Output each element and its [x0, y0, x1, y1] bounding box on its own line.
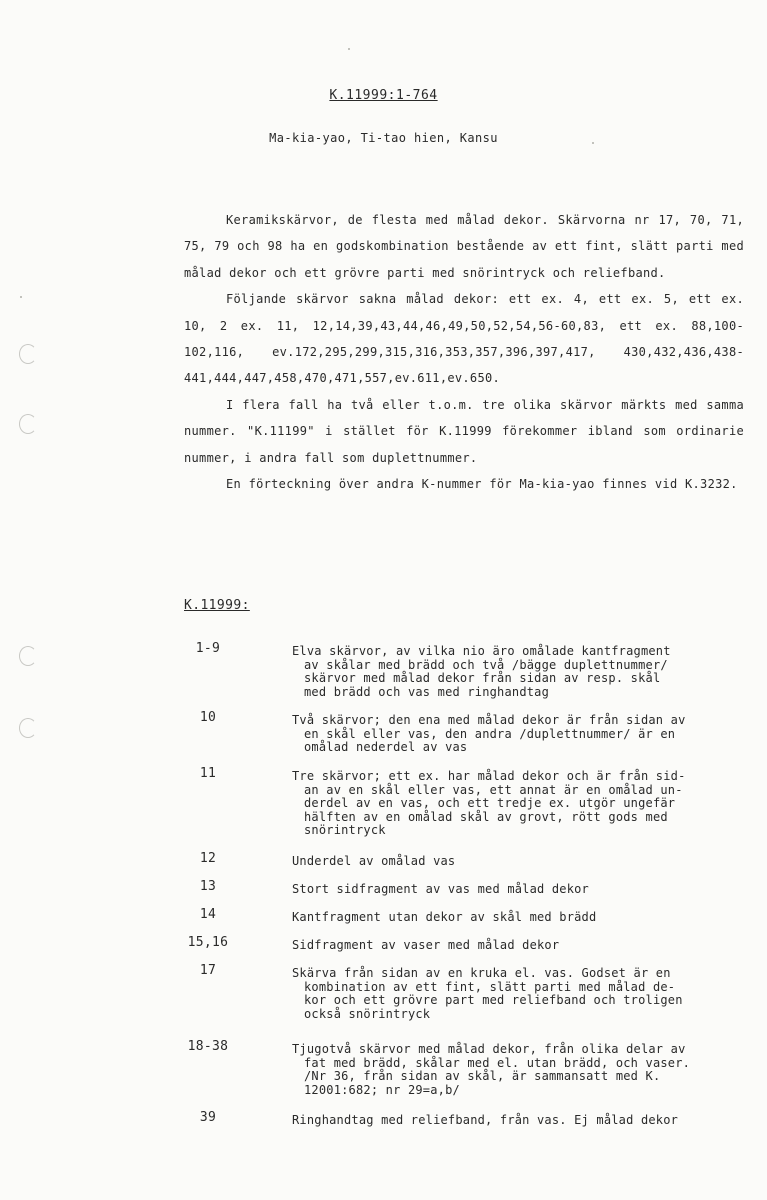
entry-description	[292, 855, 752, 869]
section-heading: K.11999:	[184, 598, 250, 613]
paper-speck	[20, 296, 22, 298]
intro-paragraph: Keramikskärvor, de flesta med målad dekor. Skärvorna nr 17, 70, 71, 75, 79 och 98 ha en godskombination bestående av ett fint, slätt parti med målad dekor och ett grövre parti med snörintryck och reliefband.	[184, 213, 744, 280]
entry-description	[292, 939, 752, 953]
entry-number: 10	[199, 710, 217, 725]
entry-description	[292, 967, 752, 1021]
entry-line: skärvor med målad dekor från sidan av resp. skål	[304, 671, 661, 686]
entry-line: av skålar med brädd och två /bägge duplettnummer/	[304, 657, 668, 672]
entry-line: också snörintryck	[304, 1006, 431, 1021]
entry-number: 14	[199, 907, 217, 922]
entry-line: Tjugotvå skärvor med målad dekor, från olika delar av	[292, 1042, 686, 1056]
intro-paragraph: En förteckning över andra K-nummer för Ma-kia-yao finnes vid K.3232.	[226, 477, 738, 492]
entry-description	[292, 714, 752, 755]
entry-line: /Nr 36, från sidan av skål, är sammansatt med K.	[304, 1069, 661, 1084]
intro-text	[184, 207, 744, 497]
entry-line: med brädd och vas med ringhandtag	[304, 684, 550, 699]
intro-paragraph: I flera fall ha två eller t.o.m. tre olika skärvor märkts med samma nummer. "K.11199" i stället för K.11999 förekommer ibland som ordinarie nummer, i andra fall som duplettnummer.	[184, 397, 744, 465]
entry-line: 12001:682; nr 29=a,b/	[304, 1082, 460, 1097]
catalog-title	[0, 88, 767, 103]
entry-line: Två skärvor; den ena med målad dekor är från sidan av	[292, 713, 686, 727]
entry-line: Ringhandtag med reliefband, från vas. Ej målad dekor	[292, 1113, 679, 1127]
entry-line: Skärva från sidan av en kruka el. vas. Godset är en	[292, 966, 671, 980]
paper-speck	[348, 48, 350, 50]
punch-hole-mark	[19, 414, 37, 434]
entry-description	[292, 911, 752, 925]
entry-line: en skål eller vas, den andra /duplettnummer/ är en	[304, 726, 676, 741]
entry-number: 12	[199, 851, 217, 866]
entry-line: kombination av ett fint, slätt parti med målad de-	[304, 979, 676, 994]
entry-number: 17	[199, 963, 217, 978]
entry-line: Elva skärvor, av vilka nio äro omålade kantfragment	[292, 644, 671, 658]
entry-line: Sidfragment av vaser med målad dekor	[292, 938, 560, 952]
site-location: Ma-kia-yao, Ti-tao hien, Kansu	[269, 131, 498, 145]
entry-number: 1-9	[195, 641, 221, 656]
entry-description	[292, 1114, 752, 1128]
entry-line: kor och ett grövre part med reliefband och troligen	[304, 993, 683, 1008]
entry-line: Underdel av omålad vas	[292, 854, 456, 868]
entry-description	[292, 1043, 752, 1097]
catalog-title-text: K.11999:1-764	[329, 88, 438, 103]
entry-number: 15,16	[187, 935, 229, 950]
punch-hole-mark	[19, 344, 37, 364]
entry-line: derdel av en vas, och ett tredje ex. utgör ungefär	[304, 796, 676, 811]
punch-hole-mark	[19, 646, 37, 666]
entry-line: hälften av en omålad skål av grovt, rött gods med	[304, 809, 668, 824]
entry-number: 11	[199, 766, 217, 781]
entry-line: Tre skärvor; ett ex. har målad dekor och är från sid-	[292, 769, 686, 783]
intro-paragraph: Följande skärvor sakna målad dekor: ett ex. 4, ett ex. 5, ett ex. 10, 2 ex. 11, 12,14,39,43,44,46,49,50,52,54,56-60,83, ett ex. 88,100-102,116, ev.172,295,299,315,316,353,357,396,397,417, 430,432,436,438-441,444,447,458,470,471,557,ev.611,ev.650.	[184, 292, 744, 386]
entry-number: 39	[199, 1110, 217, 1125]
entry-line: fat med brädd, skålar med el. utan brädd, och vaser.	[304, 1055, 691, 1070]
entry-line: Kantfragment utan dekor av skål med brädd	[292, 910, 597, 924]
entry-description	[292, 645, 752, 699]
entry-description	[292, 883, 752, 897]
entry-number: 13	[199, 879, 217, 894]
punch-hole-mark	[19, 718, 37, 738]
entry-line: an av en skål eller vas, ett annat är en omålad un-	[304, 782, 683, 797]
entry-number: 18-38	[187, 1039, 229, 1054]
entry-line: omålad nederdel av vas	[304, 740, 468, 755]
entry-line: snörintryck	[304, 823, 386, 838]
entry-description	[292, 770, 752, 838]
entry-line: Stort sidfragment av vas med målad dekor	[292, 882, 589, 896]
